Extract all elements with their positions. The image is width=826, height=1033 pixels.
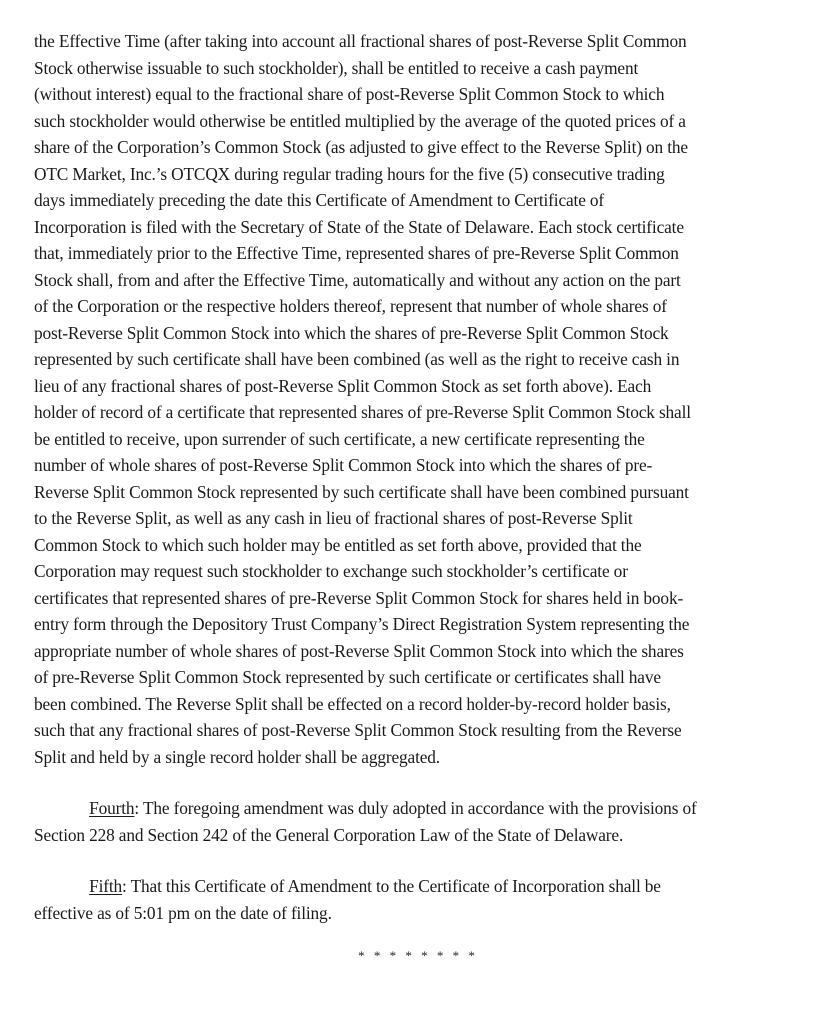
text-line: (without interest) equal to the fractional share of post-Reverse Split Common Stock to which — [34, 84, 665, 104]
text-line: of the Corporation or the respective holders thereof, represent that number of whole shares of — [34, 296, 667, 316]
text-line: Stock otherwise issuable to such stockholder), shall be entitled to receive a cash payment — [34, 57, 639, 78]
fourth-text: : The foregoing amendment was duly adopted in accordance with the provisions of — [134, 798, 697, 818]
text-line: Section 228 and Section 242 of the General Corporation Law of the State of Delaware. — [34, 824, 624, 845]
paragraph-spacer — [34, 848, 794, 873]
fourth-label: Fourth — [89, 798, 135, 818]
text-line: post-Reverse Split Common Stock into which the shares of pre-Reverse Split Common Stock — [34, 322, 669, 343]
paragraph-spacer — [34, 770, 794, 795]
text-line: to the Reverse Split, as well as any cash in lieu of fractional shares of post-Reverse Split — [34, 508, 633, 528]
text-line: Reverse Split Common Stock represented by such certificate shall have been combined pursuant — [34, 481, 689, 502]
text-line: Split and held by a single record holder shall be aggregated. — [34, 746, 440, 767]
text-line: effective as of 5:01 pm on the date of filing. — [34, 902, 332, 923]
text-line: appropriate number of whole shares of post-Reverse Split Common Stock into which the shares — [34, 640, 684, 661]
text-line: Common Stock to which such holder may be entitled as set forth above, provided that the — [34, 534, 642, 555]
end-of-document-separator: * * * * * * * * — [358, 948, 478, 963]
text-line: such that any fractional shares of post-Reverse Split Common Stock resulting from the Reverse — [34, 720, 682, 740]
text-line: days immediately preceding the date this Certificate of Amendment to Certificate of — [34, 190, 605, 210]
text-line: Corporation may request such stockholder to exchange such stockholder’s certificate or — [34, 561, 628, 581]
text-line: represented by such certificate shall have been combined (as well as the right to receive cash in — [34, 349, 680, 369]
text-line: the Effective Time (after taking into account all fractional shares of post-Reverse Split Common — [34, 31, 687, 51]
text-line: entry form through the Depository Trust Company’s Direct Registration System representing the — [34, 614, 690, 634]
text-line: been combined. The Reverse Split shall be effected on a record holder-by-record holder basis, — [34, 693, 671, 714]
text-line: certificates that represented shares of pre-Reverse Split Common Stock for shares held in book- — [34, 587, 684, 608]
document-page — [34, 28, 794, 964]
text-line: that, immediately prior to the Effective Time, represented shares of pre-Reverse Split Common — [34, 243, 679, 263]
fourth-article — [34, 795, 794, 848]
text-line: such stockholder would otherwise be entitled multiplied by the average of the quoted prices of a — [34, 110, 686, 131]
text-line: of pre-Reverse Split Common Stock represented by such certificate or certificates shall have — [34, 667, 661, 687]
fifth-label: Fifth — [89, 876, 123, 896]
text-line — [34, 873, 782, 900]
text-line: Stock shall, from and after the Effective Time, automatically and without any action on the part — [34, 269, 681, 290]
reverse-split-paragraph — [34, 28, 794, 770]
text-line: lieu of any fractional shares of post-Reverse Split Common Stock as set forth above). Each — [34, 375, 652, 396]
text-line — [34, 795, 782, 822]
text-line: number of whole shares of post-Reverse Split Common Stock into which the shares of pre- — [34, 455, 653, 475]
text-line: be entitled to receive, upon surrender of such certificate, a new certificate representing the — [34, 428, 645, 449]
fifth-article — [34, 873, 794, 926]
fifth-text: : That this Certificate of Amendment to the Certificate of Incorporation shall be — [122, 876, 661, 896]
text-line: share of the Corporation’s Common Stock (as adjusted to give effect to the Reverse Split) on the — [34, 137, 688, 157]
text-line: Incorporation is filed with the Secretary of State of the State of Delaware. Each stock certificate — [34, 216, 684, 237]
text-line: holder of record of a certificate that represented shares of pre-Reverse Split Common Stock shall — [34, 402, 691, 422]
text-line: OTC Market, Inc.’s OTCQX during regular trading hours for the five (5) consecutive trading — [34, 163, 665, 184]
